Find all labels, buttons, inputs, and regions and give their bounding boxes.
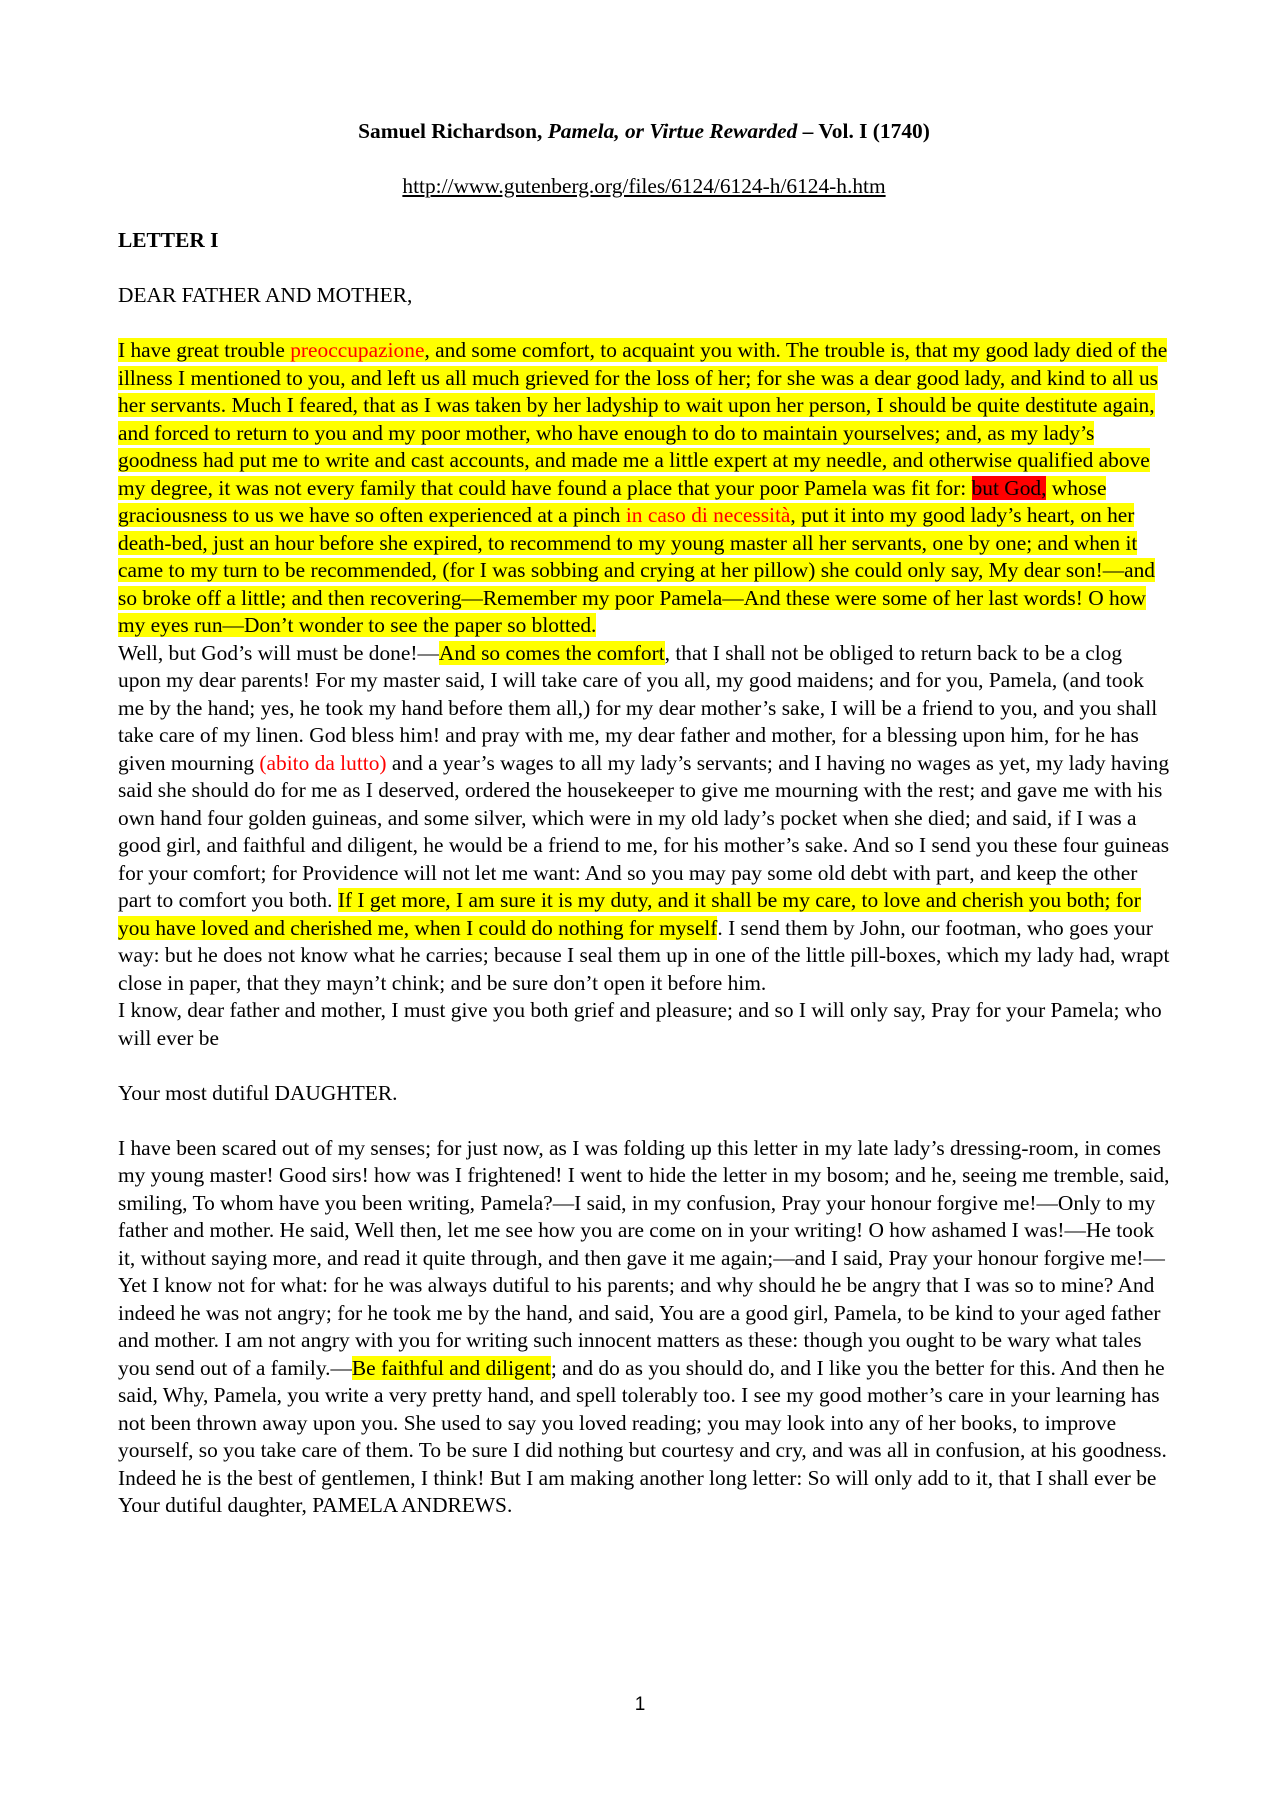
body-text: . I send them by John, our footman, who goes your way: but he does not know what he carries; because I seal them up in one of the little pill-boxes, which my lady had, wrapt close in paper, that they mayn’t chink; and be sure don’t open it before him. xyxy=(118,915,1170,995)
document-page xyxy=(118,118,1170,1520)
highlighted-text: And so comes the comfort xyxy=(438,640,665,665)
highlighted-text: If I get more, I am sure it is my duty, and it shall be my care, to love and cherish you both; for you have loved and cherished me, when I could do nothing for myself xyxy=(118,888,1141,940)
author-name: Samuel Richardson, xyxy=(358,119,548,143)
body-text: ; and do as you should do, and I like you the better for this. And then he said, Why, Pamela, you write a very pretty hand, and spell tolerably too. I see my good mother’s care in your learning has not been thrown away upon you. She used to say you loved reading; you may look into any of her books, to improve yourself, so you take care of them. To be sure I did nothing but courtesy and cry, and was all in confusion, at his goodness. Indeed he is the best of gentlemen, I think! But I am making another long letter: So will only add to it, that I shall ever be Your dutiful daughter, PAMELA ANDREWS. xyxy=(118,1355,1167,1517)
highlighted-text: , put it into my good lady’s heart, on her death-bed, just an hour before she expired, to recommend to my young master all her servants, one by one; and when it came to my turn to be recommended, (for I was sobbing and crying at her pillow) she could only say, My dear son!—and so broke off a little; and then recovering—Remember my poor Pamela—And these were some of her last words! O how my eyes run—Don’t wonder to see the paper so blotted. xyxy=(118,503,1155,637)
work-title: Pamela, or Virtue Rewarded xyxy=(547,119,798,143)
volume-info: – Vol. I (1740) xyxy=(797,119,930,143)
closing-line: Your most dutiful DAUGHTER. xyxy=(118,1080,398,1105)
highlighted-text: I have great trouble xyxy=(118,338,291,362)
paragraph-4 xyxy=(118,1135,1170,1520)
paragraph-3: I know, dear father and mother, I must give you both grief and pleasure; and so I will only say, Pray for your Pamela; who will ever be xyxy=(118,998,1162,1050)
body-text: I have been scared out of my senses; for just now, as I was folding up this letter in my late lady’s dressing-room, in comes my young master! Good sirs! how was I frightened! I went to hide the letter in my bosom; and he, seeing me tremble, said, smiling, To whom have you been writing, Pamela?—I said, in my confusion, Pray your honour forgive me!—Only to my father and mother. He said, Well then, let me see how you are come on in your writing! O how ashamed I was!—He took it, without saying more, and read it quite through, and then gave it me again;—and I said, Pray your honour forgive me!—Yet I know not for what: for he was always dutiful to his parents; and why should he be angry that I was so to mine? And indeed he was not angry; for he took me by the hand, and said, You are a good girl, Pamela, to be kind to your aged father and mother. I am not angry with you for writing such innocent matters as these: though you ought to be wary what tales you send out of a family.— xyxy=(118,1135,1170,1380)
page-number: 1 xyxy=(634,1694,646,1715)
document-title xyxy=(118,118,1170,146)
highlighted-text: whose graciousness to us we have so often experienced at a pinch xyxy=(118,475,1107,527)
highlighted-text: Be faithful and diligent xyxy=(351,1355,551,1380)
salutation: DEAR FATHER AND MOTHER, xyxy=(118,283,413,307)
paragraph-2 xyxy=(118,640,1170,998)
source-url-line xyxy=(118,173,1170,201)
source-url-link[interactable]: http://www.gutenberg.org/files/6124/6124-h/6124-h.htm xyxy=(402,173,886,198)
gloss-annotation: (abito da lutto) xyxy=(259,750,387,775)
gloss-annotation: in caso di necessità xyxy=(625,503,791,527)
gloss-annotation: preoccupazione xyxy=(290,338,425,362)
paragraph-1 xyxy=(118,337,1170,640)
body-text: Well, but God’s will must be done!— xyxy=(118,640,439,665)
red-highlighted-text: but God, xyxy=(971,475,1047,500)
body-text: and a year’s wages to all my lady’s servants; and I having no wages as yet, my lady having said she should do for me as I deserved, ordered the housekeeper to give me mourning with the rest; and gave me with his own hand four golden guineas, and some silver, which were in my old lady’s pocket when she died; and said, if I was a good girl, and faithful and diligent, he would be a friend to me, for his mother’s sake. And so I send you these four guineas for your comfort; for Providence will not let me want: And so you may pay some old debt with part, and keep the other part to comfort you both. xyxy=(118,750,1170,912)
body-text: , that I shall not be obliged to return back to be a clog upon my dear parents! For my master said, I will take care of you all, my good maidens; and for you, Pamela, (and took me by the hand; yes, he took my hand before them all,) for my dear mother’s sake, I will be a friend to you, and you shall take care of my linen. God bless him! and pray with me, my dear father and mother, for a blessing upon him, for he has given mourning xyxy=(118,640,1158,775)
highlighted-text: , and some comfort, to acquaint you with. The trouble is, that my good lady died of the illness I mentioned to you, and left us all much grieved for the loss of her; for she was a dear good lady, and kind to all us her servants. Much I feared, that as I was taken by her ladyship to wait upon her person, I should be quite destitute again, and forced to return to you and my poor mother, who have enough to do to maintain yourselves; and, as my lady’s goodness had put me to write and cast accounts, and made me a little expert at my needle, and otherwise qualified above my degree, it was not every family that could have found a place that your poor Pamela was fit for: xyxy=(118,338,1168,500)
letter-heading: LETTER I xyxy=(118,228,219,252)
